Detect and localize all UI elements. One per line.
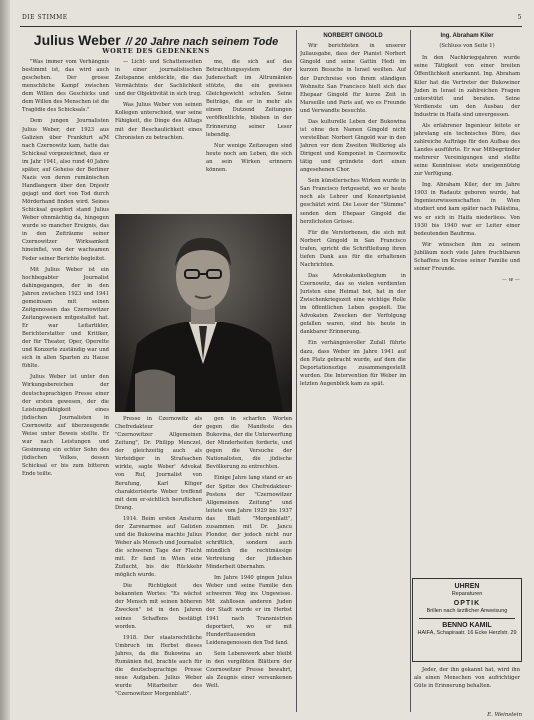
article-paragraph: Nur wenige Zeitzeugen sind heute noch am Leben, die sich an sein Wirken erinnern können.	[206, 142, 292, 173]
ad-line-5: BENNO KAMIL	[442, 621, 492, 629]
kiler-continued-note: (Schluss von Seite 1)	[439, 43, 495, 50]
article-paragraph: 1914. Beim ersten Ansturm der Zarenarmee auf Galizien und die Bukowina machte Julius Weber als Mensch und Journalist die schweren Tage der Flucht mit. Er fand in Wien eine Zuflucht, bis die Rückkehr möglich wurde.	[115, 515, 202, 579]
gingold-paragraph: Für die Verstorbenen, die sich mit Norbert Gingold in San Francisco trafen, spricht die Schriftleitung ihren tiefen Dank aus für die erhaltenen Nachrichten.	[300, 229, 406, 268]
ad-line-6: HAIFA, Schapiraatr. 16 Ecke Herzlstr. 29	[417, 630, 517, 637]
article-paragraph: me, die sich auf das Betrachtungssystem der Judenschaft im Altrumänien stützte, die ein gewisses Gleichgewicht schufen. Seine Beiträge, die er in mehr als einem Dutzend Zeitungen veröffentlichte, blieben in der Erinnerung seiner Leser lebendig.	[206, 59, 292, 138]
gingold-paragraph: Ein verhängnisvoller Zufall führte dazu, dass Weber im Jahre 1941 auf den Platz gebracht wurde, auf dem die Deportationszüge zusammengestellt wurden. Die Intervention für Weber im letzten Augenblick kam zu spät.	[300, 340, 406, 387]
gingold-column	[300, 32, 406, 712]
kiler-paragraph: Wir wünschen ihm zu seinem Jubiläum noch viele Jahre fruchtbaren Schaffens im Kreise seiner Familie und seiner Freunde.	[414, 241, 520, 272]
column-divider	[296, 30, 297, 712]
column-divider	[410, 30, 411, 712]
ad-line-4: Brillen nach ärztlicher Anweisung	[426, 608, 508, 615]
ad-divider	[419, 618, 515, 619]
article-paragraph: Einige Jahre lang stand er an der Spitze des Chefredakteur-Postens der "Czernowitzer Allgemeinen Zeitung" und leitete vom Jahre 1929 bis 1937 das Blatt "Morgenblatt", zusammen mit Dr. Jancu Flondor, der jedoch nicht nur schriftlich, sondern auch mündlich die rechtmässige Vertretung der jüdischen Minderheit übernahm.	[206, 475, 292, 571]
portrait-photo	[115, 214, 292, 412]
kiler-signature: — w —	[501, 276, 520, 283]
gingold-paragraph: Das Advokatenkollegium in Czernowitz, das so vielen verdienten Juristen eine Heimat bot, hat in der Zwischenkriegszeit eine wichtige Rolle im öffentlichen Leben gespielt. Die Advokaten Zwecken der Verfolgung gefallen waren, sind bis heute in dankbarer Erinnerung.	[300, 272, 406, 336]
article-paragraph: — Licht- und Schattenseiten in einer journalistischen Zeitspanne entdeckte, die das Vermächtnis der Sachlichkeit und der Objektivität in sich trug.	[115, 59, 202, 98]
kiler-paragraph: In den Nachkriegsjahren wurde seine Tätigkeit von einer breiten Öffentlichkeit anerkannt. Ing. Abraham Kiler hat die Vertreter der Bukowiner Juden in Israel in zahlreichen Fragen unterstützt und beraten. Seine Verdienste um den Ausbau der Industrie in Haifa sind unvergessen.	[414, 55, 520, 118]
article-column-3-bottom	[206, 415, 292, 712]
page-binding-shadow	[0, 0, 10, 720]
article-paragraph: Sein Lebenswerk aber bleibt in den vergilbten Blättern der Czernowitzer Presse bewahrt, als Zeugnis einer versunkenen Welt.	[206, 650, 292, 689]
closing-paragraph: Jeder, der ihn gekannt hat, wird ihn als einen Menschen von aufrichtiger Güte in Erinnerung behalten.	[414, 667, 520, 690]
gingold-paragraph: Sein künstlerisches Wirken wurde in San Francisco fortgesetzt, wo er heute noch als Lehrer und Konzertpianist geschätzt wird. Die Leser der "Stimme" senden dem Ehepaar Gingold die herzlichsten Grüsse.	[300, 178, 406, 225]
ad-line-1: UHREN	[454, 583, 480, 590]
article-column-1	[22, 58, 109, 712]
article-paragraph: Mit Julius Weber ist ein hochbegabter Journalist dahingegangen, der in den Jahren zwischen 1923 und 1941 gemeinsam mit seinen Zeitgenossen das Czernowitzer Zeitungswesen mitgestaltet hat. Er war Leitartikler, Berichterstatter und Kritiker, der für Theater, Oper, Operette und Konzerte zuständig war und sich in allen Sparten zu Hause fühlte.	[22, 266, 109, 370]
ad-line-2: Reparaturen	[451, 591, 483, 598]
article-paragraph: Dem jungen Journalisten Julius Weber, der 1923 aus Galizien über Frankfurt a/M nach Czernowitz kam, hatte das Schicksal vorgezeichnet, dass er im Jahr 1941, also rund 40 Jahre später, auf Geheiss der Berliner Nazis von deren rumänischen Handlangern über den Dnjestr gejagt und dort von Tod durch Mörderhand finden wird. Seines Schicksal geopfert stand Julius Weber ohnmächtig da, hingegen wurde so mancher Ereignis, das in den Zeiträume seiner Czernowitzer Wirksamkeit hineinfiel, von der wachsamen Feder seiner Berichte begleitet.	[22, 118, 109, 262]
article-paragraph: Im Jahre 1940 gingen Julius Weber und seine Familie den schweren Weg ins Ungewisse. Mit zahllosen anderen Juden der Stadt wurde er im Herbst 1941 nach Transnistrien deportiert, wo er mit Hunderttausenden Leidensgenossen den Tod fand.	[206, 575, 292, 646]
article-paragraph: "Was immer vom Verhängnis bestimmt ist, das wird auch geschehen. Der grosse menschliche Kampf zwischen dem Willen des Geschicks und dem Willen des Menschen ist die Tragödie des Schicksals."	[22, 59, 109, 114]
portrait-photo-art	[115, 214, 292, 412]
gingold-title: NORBERT GINGOLD	[323, 33, 383, 39]
gingold-paragraph: Das kulturelle Leben der Bukowina ist ohne den Namen Gingold nicht vorstellbar. Norbert Gingold war in den Jahren vor dem Zweiten Weltkrieg als Dirigent und Komponist in Czernowitz tätig und gründete dort einen angesehenen Chor.	[300, 118, 406, 174]
gingold-paragraph: Wir berichteten in unserer Juliausgabe, dass der Pianist Norbert Gingold und seine Gattin Hedi im kurzen Besuche in Israel weilten. Auf der Durchreise von ihrem ständigen Wohnsitz San Francisco hielt sich das Ehepaar Gingold für kurze Zeit in Marseille und Paris auf, wo es Freunde und Verwandte besuchte.	[300, 43, 406, 114]
page-number: 5	[517, 14, 522, 21]
article-paragraph: Was Julius Weber von seinen Kollegen unterschied, war seine Fähigkeit, die Dinge des Alltags mit der Beschaulichkeit eines Chronisten zu betrachten.	[115, 102, 202, 141]
article-subtitle: // 20 Jahre nach seinem Tode	[125, 36, 279, 48]
watchmaker-advertisement	[412, 578, 522, 662]
header-rule	[20, 26, 522, 27]
article-paragraph: gen in scharfen Worten gegen die Manifeste des Bukovina, der die Unterwerfung der Minderheiten forderte, und gegen die Versuche der Nationalisten, die jüdische Bevölkerung zu entrechten.	[206, 416, 292, 471]
ad-line-3: OPTIK	[453, 599, 481, 607]
article-paragraph: Die Richtigkeit des bekannten Wortes: "Es wächst der Mensch mit seinen höheren Zwecken" ist in den Jahren seines Schaffens bestätigt worden.	[115, 583, 202, 630]
article-paragraph: 1918. Der staatsrechtliche Umbruch im Herbst dieses Jahres, da die Bukowina an Rumänien fiel, brachte auch für die deutschsprachige Presse neue Aufgaben. Julius Weber wurde Mitarbeiter des "Czernowitzer Morgenblatt".	[115, 634, 202, 698]
article-paragraph: Presse in Czernowitz als Chefredakteur der "Czernowitzer Allgemeinen Zeitung", Dr. Philipp Menczel, der gleichzeitig auch als Verteidiger in Strafsachen wirkte, sagte Weber' Advokat von Ruf, Journalist von Berufung, Karl Klüger charakterisierte Weber treffend mit dem er-sichtlich beruflichen Drang.	[115, 416, 202, 511]
running-title: DIE STIMME	[22, 14, 68, 21]
article-column-3-top	[206, 58, 292, 212]
running-header	[22, 14, 522, 26]
article-kicker: WORTE DES GEDENKENS	[102, 47, 210, 55]
kiler-paragraph: Als erfahrener Ingenieur leitete er jahrelang ein technisches Büro, das zahlreiche Aufträge für den Aufbau des Landes ausführte. Er war Mitbegründer mehrerer Vereinigungen und stellte seine Kenntnisse stets uneigennützig zur Verfügung.	[414, 122, 520, 178]
article-column-2-top	[115, 58, 202, 212]
author-signature: E. Weinstein	[487, 712, 522, 718]
kiler-column	[414, 32, 520, 572]
kiler-column-bottom	[414, 666, 520, 714]
article-column-2-bottom	[115, 415, 202, 712]
article-paragraph: Julius Weber ist unter den Wirkungsbereichen der deutschsprachigen Presse einer der ersten gewesen, der die Leistungsfähigkeit eines jüdischen Journalisten in Czernowitz auf überzeugende Weise unter Beweis stellte. Er war nach Leistungen und Gesinnung ein echter Sohn des jüdischen Volkes, dessen Schicksal er bis zum bitteren Ende teilte.	[22, 374, 109, 478]
article-title: Julius Weber	[33, 32, 121, 48]
kiler-paragraph: Ing. Abraham Kiler, der im Jahre 1903 in Radautz geboren wurde, hat Ingenieurwissenschaften in Wien studiert und kam später nach Palästina, wo er sich in Haifa niederliess. Von 1930 bis 1940 war er Leiter einer bedeutenden Baufirma.	[414, 182, 520, 237]
kiler-title: Ing. Abraham Kiler	[440, 33, 494, 39]
